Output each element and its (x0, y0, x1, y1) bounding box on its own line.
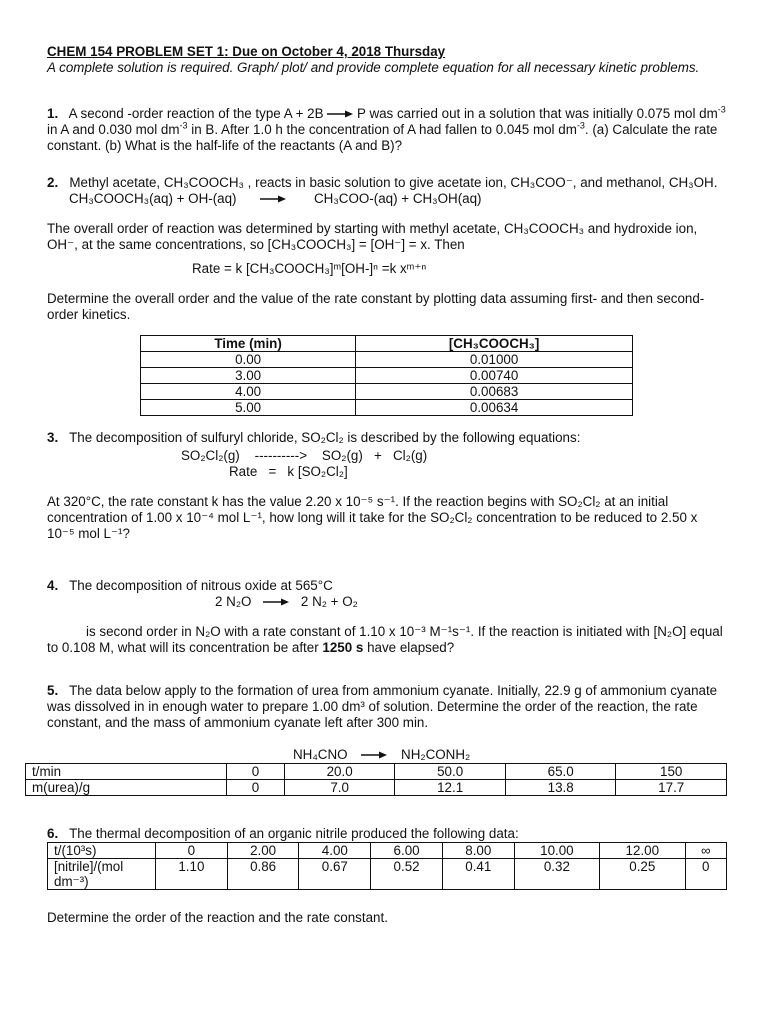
table-cell: 150 (616, 764, 727, 780)
table-cell: 0.00683 (356, 384, 633, 400)
table-cell: 4.00 (141, 384, 356, 400)
reactants: 2 N₂O (215, 594, 252, 609)
table-cell: 10.00 (514, 843, 599, 859)
reaction-arrow-icon (361, 751, 387, 759)
question-text: The decomposition of nitrous oxide at 565°C (69, 578, 333, 593)
column-header: Time (min) (141, 336, 356, 352)
table-cell: 0 (227, 764, 285, 780)
table-cell: 0.25 (600, 859, 685, 890)
table-cell: 2.00 (227, 843, 299, 859)
question-text: The decomposition of sulfuryl chloride, SO₂Cl₂ is described by the following equations: (69, 430, 581, 445)
question-paragraph: At 320°C, the rate constant k has the value 2.20 x 10⁻⁵ s⁻¹. If the reaction begins with SO₂Cl₂ at an initial concentration of 1.00 x 10⁻⁴ mol L⁻¹, how long will it take for the SO₂Cl₂ concentration to be reduced to 2.50 x 10⁻⁵ mol L⁻¹? (47, 494, 698, 541)
data-table (140, 335, 633, 416)
table-row (141, 352, 633, 368)
table-cell: 0.00 (141, 352, 356, 368)
question-instruction: Determine the overall order and the value of the rate constant by plotting data assuming first- and then second-order kinetics. (47, 291, 705, 322)
question-text: Methyl acetate, CH₃COOCH₃ , reacts in basic solution to give acetate ion, CH₃COO⁻, and methanol, CH₃OH. (69, 175, 718, 190)
table-cell: 0 (685, 859, 726, 890)
rate-law: Rate = k [CH₃COOCH₃]ᵐ[OH-]ⁿ =k xᵐ⁺ⁿ (192, 261, 427, 276)
question-paragraph (47, 624, 727, 656)
products: CH₃COO-(aq) + CH₃OH(aq) (314, 191, 482, 206)
exponent: -3 (576, 120, 585, 131)
question-text: The data below apply to the formation of urea from ammonium cyanate. Initially, 22.9 g of ammonium cyanate was dissolved in in enough water to prepare 1.00 dm³ of solution. Determine the order of the reaction, the rate constant, and the mass of ammonium cyanate left after 300 min. (47, 683, 718, 730)
question-text: The thermal decomposition of an organic nitrile produced the following data: (69, 826, 519, 841)
table-header-row (141, 336, 633, 352)
table-row (26, 780, 727, 796)
reactants: CH₃COOCH₃(aq) + OH-(aq) (69, 191, 237, 206)
question-text: in A and 0.030 mol dm (47, 122, 180, 137)
row-label: [nitrile]/(mol dm⁻³) (48, 859, 156, 890)
reaction-equation (47, 594, 727, 610)
question-number: 4. (47, 578, 59, 593)
question-number: 5. (47, 683, 59, 698)
equation-line: Rate = k [SO₂Cl₂] (229, 464, 348, 479)
question-number: 6. (47, 826, 59, 841)
table-cell: 50.0 (395, 764, 506, 780)
question-text: . (a) Calculate the rate constant. (b) What is the half-life of the reactants (A and B)? (47, 122, 718, 153)
table-cell: 5.00 (141, 400, 356, 416)
table-cell: 0.86 (227, 859, 299, 890)
emphasized-time: 1250 s (322, 640, 364, 655)
question-6 (47, 826, 727, 842)
table-cell: 12.1 (395, 780, 506, 796)
table-cell: 0.01000 (356, 352, 633, 368)
closing-instruction: Determine the order of the reaction and the rate constant. (47, 910, 388, 925)
table-cell: 4.00 (299, 843, 371, 859)
table-cell: 0.41 (442, 859, 514, 890)
reaction-arrow-icon (263, 598, 289, 606)
products: NH₂CONH₂ (401, 747, 471, 762)
question-text: have elapsed? (363, 640, 455, 655)
table-cell: 7.0 (284, 780, 395, 796)
question-number: 2. (47, 175, 59, 190)
reaction-arrow-icon (260, 195, 286, 203)
reactants: NH₄CNO (293, 747, 348, 762)
table-cell: 6.00 (371, 843, 443, 859)
question-3 (47, 430, 727, 446)
question-paragraph: The overall order of reaction was determined by starting with methyl acetate, CH₃COOCH₃ and hydroxide ion, OH⁻, at the same concentrations, so [CH₃COOCH₃] = [OH⁻] = x. Then (47, 221, 698, 252)
data-table (25, 763, 727, 796)
question-1 (47, 106, 727, 154)
table-cell: 8.00 (442, 843, 514, 859)
table-cell: 0.00740 (356, 368, 633, 384)
instructions-note: A complete solution is required. Graph/ plot/ and provide complete equation for all necessary kinetic problems. (47, 60, 700, 75)
question-text: is second order in N₂O with a rate constant of 1.10 x 10⁻³ M⁻¹s⁻¹. If the reaction is initiated with [N₂O] equal to 0.108 M, what will its concentration be after (47, 624, 723, 655)
table-cell: 20.0 (284, 764, 395, 780)
table-cell: 0.52 (371, 859, 443, 890)
question-5 (47, 683, 727, 731)
question-2 (47, 175, 727, 191)
exponent: -3 (179, 120, 188, 131)
question-text: in B. After 1.0 h the concentration of A had fallen to 0.045 mol dm (187, 122, 577, 137)
table-cell: 12.00 (600, 843, 685, 859)
products: 2 N₂ + O₂ (300, 594, 358, 609)
reaction-equation (47, 191, 727, 207)
table-cell: 17.7 (616, 780, 727, 796)
table-cell: ∞ (685, 843, 726, 859)
problem-set-page (32, 44, 727, 926)
equation-line: SO₂Cl₂(g) ----------> SO₂(g) + Cl₂(g) (181, 448, 428, 463)
question-number: 1. (47, 106, 59, 121)
table-cell: 0 (156, 843, 228, 859)
question-text: P was carried out in a solution that was initially 0.075 mol dm (357, 106, 718, 121)
row-label: t/min (26, 764, 227, 780)
table-row (141, 384, 633, 400)
table-row (26, 764, 727, 780)
column-header: [CH₃COOCH₃] (356, 336, 633, 352)
reaction-arrow-icon (327, 110, 353, 118)
table-cell: 0.32 (514, 859, 599, 890)
question-text: A second -order reaction of the type A + 2B (68, 106, 324, 121)
data-table (47, 842, 727, 890)
table-cell: 0 (227, 780, 285, 796)
table-row (48, 843, 727, 859)
table-cell: 0.00634 (356, 400, 633, 416)
row-label: m(urea)/g (26, 780, 227, 796)
table-row (48, 859, 727, 890)
page-title: CHEM 154 PROBLEM SET 1: Due on October 4, 2018 Thursday (47, 44, 446, 59)
exponent: -3 (717, 104, 726, 115)
table-cell: 3.00 (141, 368, 356, 384)
table-cell: 0.67 (299, 859, 371, 890)
table-cell: 65.0 (505, 764, 616, 780)
question-4 (47, 578, 727, 594)
table-cell: 1.10 (156, 859, 228, 890)
table-row (141, 400, 633, 416)
table-cell: 13.8 (505, 780, 616, 796)
reaction-equation (47, 747, 727, 763)
question-number: 3. (47, 430, 59, 445)
table-row (141, 368, 633, 384)
row-label: t/(10³s) (48, 843, 156, 859)
